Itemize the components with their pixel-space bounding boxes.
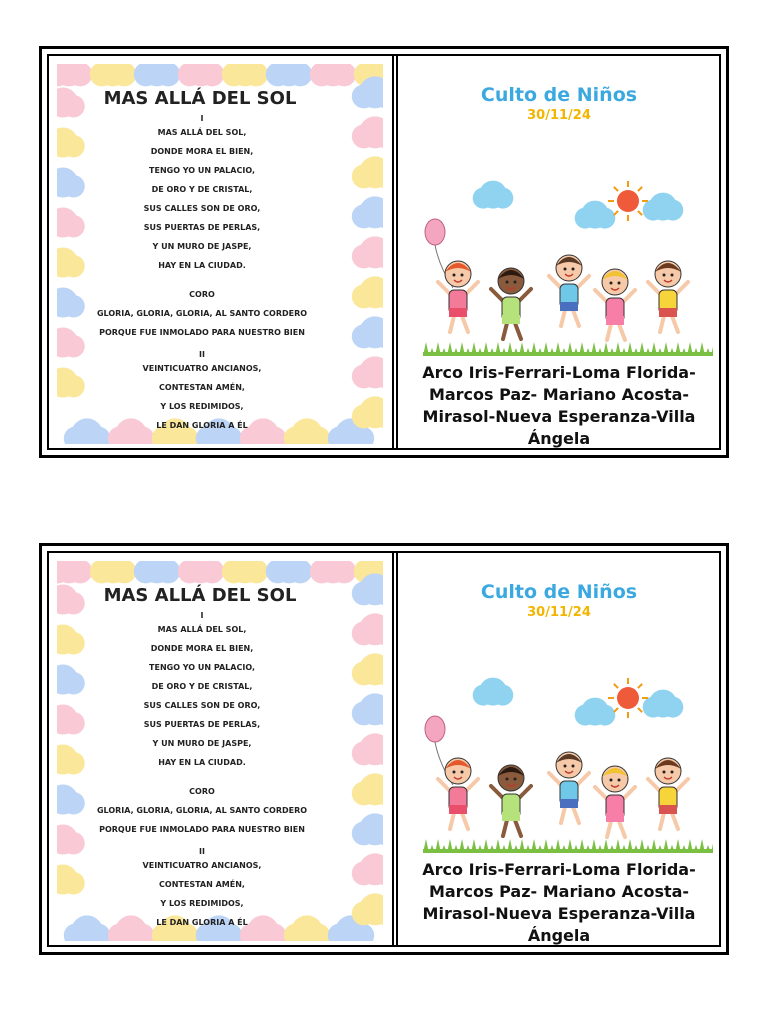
song-lyrics [77,611,327,932]
lyric-line: Y LOS REDIMIDOS, [160,899,244,908]
cloud-shape [266,561,312,583]
sun-icon [608,678,648,718]
grass-strip [423,839,713,853]
cloud-shape [352,196,383,228]
children-illustration [423,653,713,853]
card-inner-border [47,551,721,947]
verse-number: I [200,114,204,123]
cloud-shape [352,276,383,308]
lyric-line: SUS PUERTAS DE PERLAS, [143,223,261,232]
child-figure [549,255,589,326]
cloud-shape [222,64,268,86]
cloud-shape [222,561,268,583]
grass-strip [423,342,713,356]
cloud-shape [352,693,383,725]
lyric-line: PORQUE FUE INMOLADO PARA NUESTRO BIEN [99,328,305,337]
lyric-line: GLORIA, GLORIA, GLORIA, AL SANTO CORDERO [96,806,308,815]
cloud-shape [575,201,616,229]
cloud-shape [134,64,180,86]
child-figure [595,269,635,340]
cloud-shape [352,733,383,765]
cloud-shape [643,690,684,718]
verse-number: I [200,611,204,620]
lyric-line: Y UN MURO DE JASPE, [152,739,252,748]
sun-icon [608,181,648,221]
lyric-line: Y LOS REDIMIDOS, [160,402,244,411]
child-figure [491,268,531,339]
card-inner-border [47,54,721,450]
lyric-line: DE ORO Y DE CRISTAL, [151,185,253,194]
lyric-line: LE DAN GLORIA A ÉL [156,421,248,430]
lyric-line: Y UN MURO DE JASPE, [152,242,252,251]
cloud-shape [352,116,383,148]
lyric-line: HAY EN LA CIUDAD. [158,758,246,767]
cloud-shape [310,64,356,86]
cloud-shape [352,853,383,885]
child-figure [648,758,688,829]
chorus-label: CORO [189,290,215,299]
lyric-line: HAY EN LA CIUDAD. [158,261,246,270]
child-figure [648,261,688,332]
children-illustration [423,156,713,356]
cloud-shape [643,193,684,221]
church-list: Arco Iris-Ferrari-Loma Florida-Marcos Paz- Mariano Acosta-Mirasol-Nueva Esperanza-Villa Ángela [422,363,696,448]
lyric-line: SUS CALLES SON DE ORO, [143,701,261,710]
cloud-shape [352,653,383,685]
song-title: MAS ALLÁ DEL SOL [103,88,297,109]
lyric-line: TENGO YO UN PALACIO, [149,663,255,672]
lyric-line: VEINTICUATRO ANCIANOS, [142,364,262,373]
song-lyrics [77,114,327,435]
child-figure [549,752,589,823]
stanza-gap [77,772,327,782]
cover-panel [399,553,719,945]
lyric-line: GLORIA, GLORIA, GLORIA, AL SANTO CORDERO [96,309,308,318]
card-divider [392,553,398,945]
cloud-shape [352,396,383,428]
song-panel [57,64,383,444]
cloud-shape [90,64,136,86]
cloud-shape [266,64,312,86]
cloud-shape [352,236,383,268]
cloud-shape [352,356,383,388]
cloud-shape [352,156,383,188]
lyric-line: CONTESTAN AMÉN, [159,383,245,392]
cover-title: Culto de Niños [480,581,638,603]
lyric-line: MAS ALLÁ DEL SOL, [157,128,247,137]
card-divider [392,56,398,448]
lyric-line: VEINTICUATRO ANCIANOS, [142,861,262,870]
stanza-gap [77,275,327,285]
cloud-shape [134,561,180,583]
verse-number: II [199,847,205,856]
cover-panel [399,56,719,448]
program-card-1 [39,46,729,458]
cloud-shape [178,561,224,583]
cloud-shape [57,64,92,86]
cloud-shape [473,678,514,706]
lyric-line: LE DAN GLORIA A ÉL [156,918,248,927]
lyric-line: SUS CALLES SON DE ORO, [143,204,261,213]
lyric-line: MAS ALLÁ DEL SOL, [157,625,247,634]
cloud-shape [352,813,383,845]
cover-date: 30/11/24 [527,605,591,620]
church-list: Arco Iris-Ferrari-Loma Florida-Marcos Paz- Mariano Acosta-Mirasol-Nueva Esperanza-Villa Ángela [422,860,696,945]
chorus-label: CORO [189,787,215,796]
cloud-shape [352,613,383,645]
program-card-2 [39,543,729,955]
cloud-shape [90,561,136,583]
cloud-shape [352,893,383,925]
lyric-line: DE ORO Y DE CRISTAL, [151,682,253,691]
lyric-line: PORQUE FUE INMOLADO PARA NUESTRO BIEN [99,825,305,834]
cloud-shape [178,64,224,86]
cloud-shape [310,561,356,583]
lyric-line: DONDE MORA EL BIEN, [150,147,254,156]
cloud-shape [473,181,514,209]
cover-date: 30/11/24 [527,108,591,123]
cloud-shape [352,773,383,805]
cloud-shape [352,316,383,348]
lyric-line: SUS PUERTAS DE PERLAS, [143,720,261,729]
song-panel [57,561,383,941]
lyric-line: TENGO YO UN PALACIO, [149,166,255,175]
verse-number: II [199,350,205,359]
lyric-line: DONDE MORA EL BIEN, [150,644,254,653]
child-figure [491,765,531,836]
lyric-line: CONTESTAN AMÉN, [159,880,245,889]
cloud-shape [575,698,616,726]
song-title: MAS ALLÁ DEL SOL [103,585,297,606]
cloud-shape [57,561,92,583]
child-figure [595,766,635,837]
cover-title: Culto de Niños [480,84,638,106]
